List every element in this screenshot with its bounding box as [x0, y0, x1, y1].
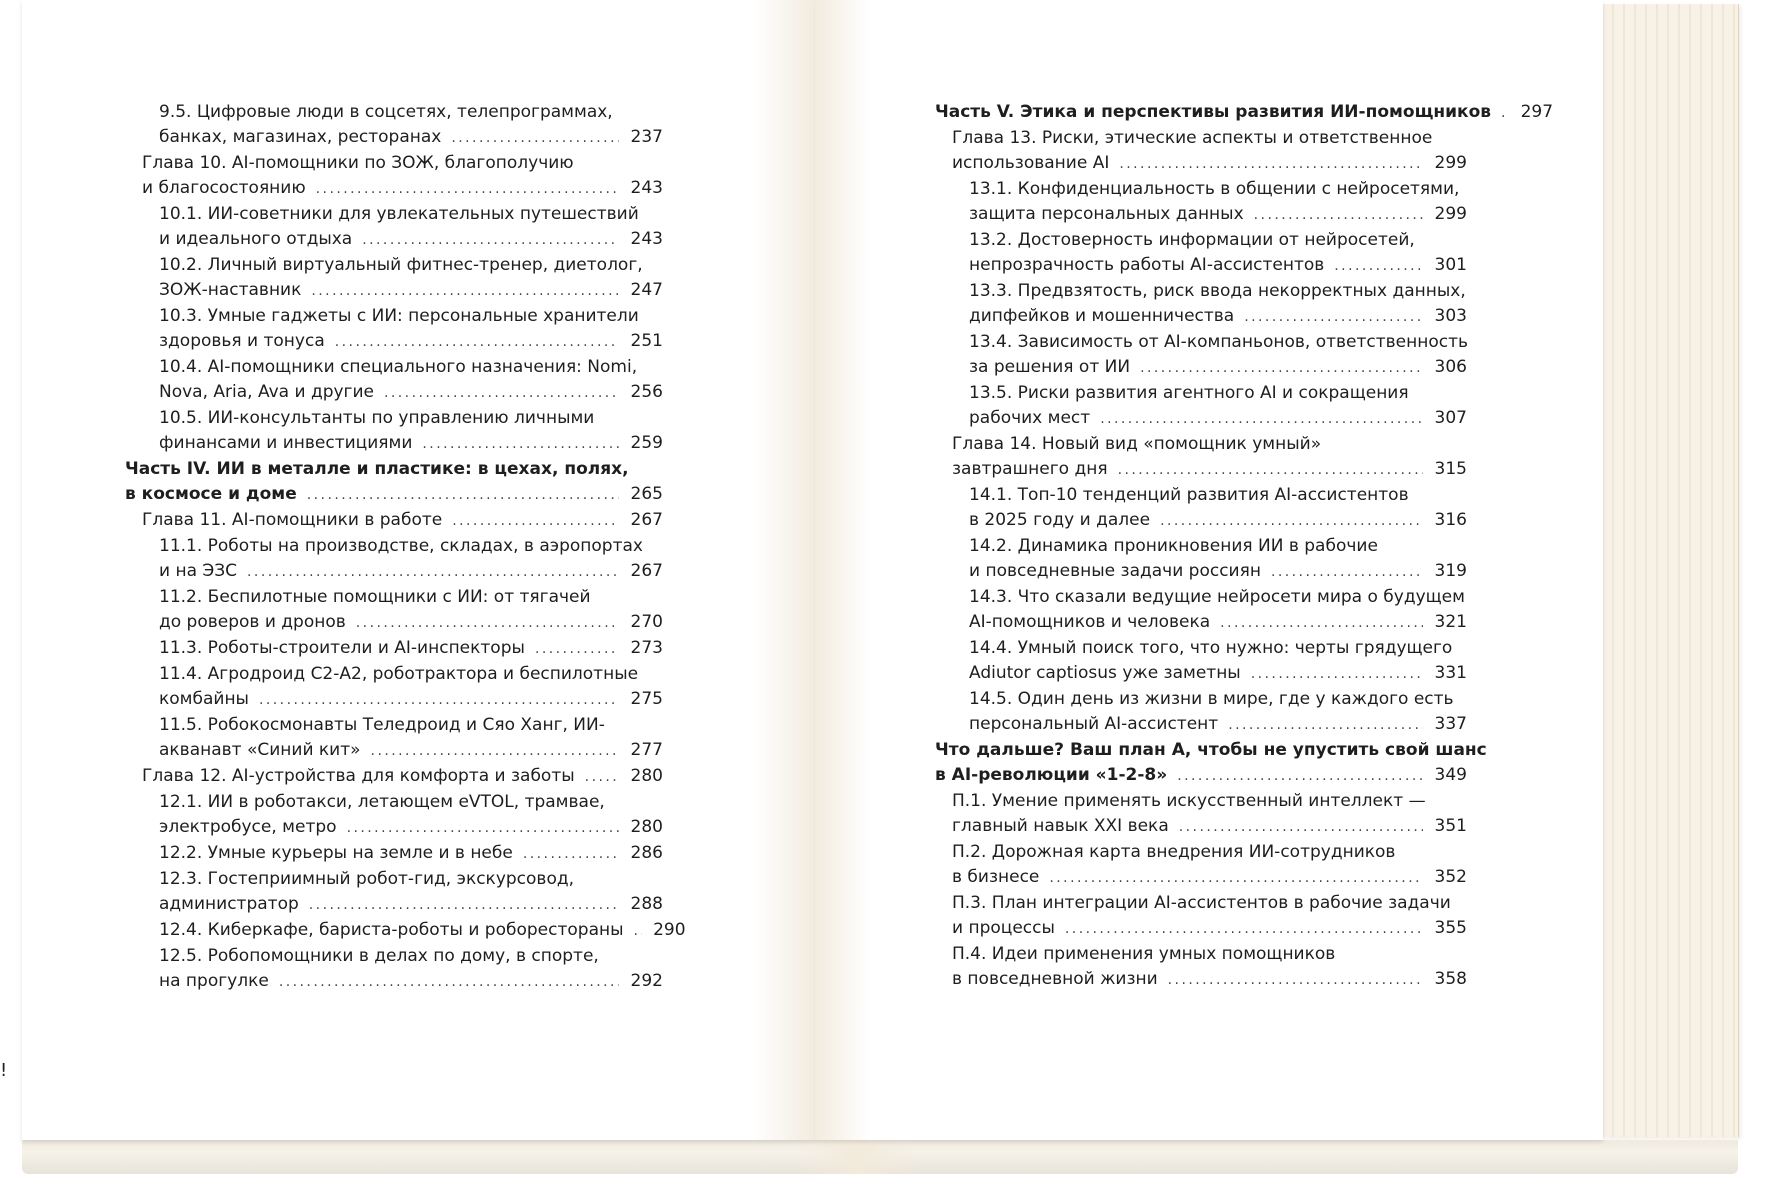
- toc-entry: [935, 840, 1467, 891]
- toc-entry-last-line: [159, 380, 663, 406]
- toc-entry: [935, 534, 1467, 585]
- toc-entry-title-line: 14.4. Умный поиск того, что нужно: черты грядущего: [969, 638, 1453, 658]
- toc-entry-last-line: [159, 278, 663, 304]
- toc-entry: [935, 330, 1467, 381]
- dot-leader: [279, 970, 619, 995]
- toc-entry-last-line: [969, 253, 1467, 279]
- toc-entry-title-line: за решения от ИИ: [969, 357, 1131, 377]
- toc-entry: [125, 662, 663, 713]
- dot-leader: [311, 279, 619, 304]
- toc-entry-title-line: Что дальше? Ваш план А, чтобы не упустить свой шанс: [935, 740, 1487, 760]
- toc-page-number: 299: [1434, 153, 1467, 173]
- dot-leader: [384, 381, 619, 406]
- toc-entry: [125, 764, 663, 790]
- toc-entry-last-line: [969, 559, 1467, 585]
- toc-entry-last-line: [159, 610, 663, 636]
- toc-entry: [935, 126, 1467, 177]
- toc-entry-title-line: 13.2. Достоверность информации от нейросетей,: [969, 230, 1415, 250]
- dot-leader: [1501, 101, 1509, 126]
- toc-page-number: 352: [1434, 867, 1467, 887]
- toc-entry: [125, 100, 663, 151]
- toc-entry-title-line: П.2. Дорожная карта внедрения ИИ-сотрудников: [952, 842, 1396, 862]
- toc-entry: [125, 457, 663, 508]
- stray-mark: !: [0, 1060, 8, 1081]
- toc-entry-title-line: 13.5. Риски развития агентного AI и сокращения: [969, 383, 1409, 403]
- dot-leader: [335, 330, 619, 355]
- toc-page-number: 290: [653, 920, 686, 940]
- toc-entry-last-line: [159, 738, 663, 764]
- dot-leader: [307, 483, 619, 508]
- toc-entry-last-line: [952, 151, 1467, 177]
- dot-leader: [1160, 509, 1423, 534]
- toc-page-number: 277: [630, 740, 663, 760]
- toc-entry-title-line: Глава 14. Новый вид «помощник умный»: [952, 434, 1322, 454]
- toc-entry-title-line: персональный AI-ассистент: [969, 714, 1219, 734]
- toc-entry-last-line: [142, 764, 663, 790]
- toc-page-number: 265: [630, 484, 663, 504]
- toc-page-number: 303: [1434, 306, 1467, 326]
- toc-entry-last-line: [952, 865, 1467, 891]
- toc-entry-title-line: в повседневной жизни: [952, 969, 1158, 989]
- toc-entry-title-line: Часть IV. ИИ в металле и пластике: в цехах, полях,: [125, 459, 629, 479]
- toc-page-number: 267: [630, 510, 663, 530]
- toc-entry-title-line: 14.5. Один день из жизни в мире, где у каждого есть: [969, 689, 1454, 709]
- toc-entry: [125, 790, 663, 841]
- toc-entry-title-line: 10.3. Умные гаджеты с ИИ: персональные хранители: [159, 306, 639, 326]
- toc-entry-title-line: в AI-революции «1-2-8»: [935, 765, 1168, 785]
- toc-page-number: 337: [1434, 714, 1467, 734]
- toc-entry-last-line: [159, 892, 663, 918]
- toc-entry: [935, 891, 1467, 942]
- toc-entry-title-line: AI-помощников и человека: [969, 612, 1211, 632]
- toc-page-number: 321: [1434, 612, 1467, 632]
- toc-entry: [125, 585, 663, 636]
- toc-entry-title-line: 11.2. Беспилотные помощники с ИИ: от тягачей: [159, 587, 591, 607]
- toc-page-number: 297: [1520, 102, 1554, 122]
- toc-entry: [125, 867, 663, 918]
- toc-entry-title-line: 11.4. Агродроид С2-А2, роботрактора и беспилотные: [159, 664, 639, 684]
- toc-entry-last-line: [159, 636, 663, 662]
- toc-page-number: 256: [630, 382, 663, 402]
- toc-entry-title-line: П.3. План интеграции AI-ассистентов в рабочие задачи: [952, 893, 1451, 913]
- toc-page-number: 306: [1434, 357, 1467, 377]
- toc-entry: [935, 228, 1467, 279]
- toc-entry-title-line: администратор: [159, 894, 299, 914]
- toc-entry-last-line: [125, 482, 663, 508]
- toc-entry-title-line: 10.5. ИИ-консультанты по управлению личными: [159, 408, 595, 428]
- toc-page-number: 307: [1434, 408, 1467, 428]
- dot-leader: [1119, 152, 1423, 177]
- toc-page-number: 251: [630, 331, 663, 351]
- toc-entry: [125, 841, 663, 867]
- dot-leader: [371, 739, 619, 764]
- toc-entry: [125, 202, 663, 253]
- dot-leader: [422, 432, 619, 457]
- toc-entry-title-line: и идеального отдыха: [159, 229, 353, 249]
- toc-entry: [935, 177, 1467, 228]
- toc-entry-title-line: Часть V. Этика и перспективы развития ИИ-помощников: [935, 102, 1492, 122]
- toc-entry: [125, 304, 663, 355]
- toc-page-number: 259: [630, 433, 663, 453]
- toc-entry-last-line: [952, 457, 1467, 483]
- toc-entry-title-line: финансами и инвестициями: [159, 433, 413, 453]
- toc-entry-title-line: использование AI: [952, 153, 1110, 173]
- toc-page-number: 292: [630, 971, 663, 991]
- toc-entry-title-line: Nova, Aria, Ava и другие: [159, 382, 374, 402]
- toc-entry-title-line: Глава 12. AI-устройства для комфорта и заботы: [142, 766, 575, 786]
- toc-entry-title-line: 10.1. ИИ-советники для увлекательных путешествий: [159, 204, 639, 224]
- toc-page-number: 280: [630, 766, 663, 786]
- toc-page-number: 267: [630, 561, 663, 581]
- toc-page-number: 275: [630, 689, 663, 709]
- toc-entry-last-line: [159, 559, 663, 585]
- toc-entry: [125, 406, 663, 457]
- dot-leader: [1251, 662, 1423, 687]
- toc-page-number: 316: [1434, 510, 1467, 530]
- dot-leader: [1220, 611, 1423, 636]
- dot-leader: [247, 560, 619, 585]
- toc-entry: [125, 253, 663, 304]
- left-gutter-shadow: [753, 0, 815, 1140]
- toc-page-number: 288: [630, 894, 663, 914]
- toc-entry-last-line: [159, 815, 663, 841]
- toc-entry-last-line: [159, 125, 663, 151]
- right-toc: [935, 100, 1554, 993]
- toc-entry-title-line: главный навык XXI века: [952, 816, 1169, 836]
- toc-entry: [125, 355, 663, 406]
- toc-entry-title-line: Глава 10. AI-помощники по ЗОЖ, благополучию: [142, 153, 574, 173]
- dot-leader: [1118, 458, 1423, 483]
- toc-entry-last-line: [969, 304, 1467, 330]
- toc-entry-last-line: [969, 355, 1467, 381]
- toc-entry-last-line: [952, 814, 1467, 840]
- toc-page-number: 331: [1434, 663, 1467, 683]
- dot-leader: [523, 842, 619, 867]
- toc-page-number: 243: [630, 178, 663, 198]
- dot-leader: [1065, 917, 1423, 942]
- toc-entry-title-line: 12.4. Киберкафе, бариста-роботы и роборестораны: [159, 920, 624, 940]
- toc-entry-title-line: до роверов и дронов: [159, 612, 346, 632]
- dot-leader: [316, 177, 619, 202]
- toc-page-number: 247: [630, 280, 663, 300]
- dot-leader: [1168, 968, 1423, 993]
- toc-entry-title-line: П.4. Идеи применения умных помощников: [952, 944, 1336, 964]
- dot-leader: [1177, 764, 1423, 789]
- toc-entry-title-line: в 2025 году и далее: [969, 510, 1151, 530]
- toc-entry-title-line: комбайны: [159, 689, 249, 709]
- toc-entry-last-line: [159, 687, 663, 713]
- toc-entry-last-line: [969, 508, 1467, 534]
- toc-entry-title-line: 12.2. Умные курьеры на земле и в небе: [159, 843, 513, 863]
- toc-entry: [935, 942, 1467, 993]
- dot-leader: [1049, 866, 1423, 891]
- toc-entry-title-line: 9.5. Цифровые люди в соцсетях, телепрограммах,: [159, 102, 613, 122]
- toc-entry-last-line: [142, 176, 663, 202]
- dot-leader: [356, 611, 619, 636]
- dot-leader: [451, 126, 619, 151]
- toc-entry: [935, 381, 1467, 432]
- dot-leader: [634, 919, 642, 944]
- toc-entry-last-line: [159, 969, 663, 995]
- toc-entry-title-line: непрозрачность работы AI-ассистентов: [969, 255, 1325, 275]
- toc-entry-title-line: защита персональных данных: [969, 204, 1244, 224]
- toc-entry: [935, 585, 1467, 636]
- toc-page-number: 358: [1434, 969, 1467, 989]
- toc-page-number: 349: [1434, 765, 1467, 785]
- toc-page-number: 319: [1434, 561, 1467, 581]
- dot-leader: [1244, 305, 1423, 330]
- toc-page-number: 273: [630, 638, 663, 658]
- toc-page-number: 237: [630, 127, 663, 147]
- dot-leader: [452, 509, 619, 534]
- toc-entry: [125, 508, 663, 534]
- dot-leader: [1140, 356, 1423, 381]
- dot-leader: [347, 816, 619, 841]
- toc-entry-title-line: 12.3. Гостеприимный робот-гид, экскурсовод,: [159, 869, 574, 889]
- toc-entry-last-line: [159, 227, 663, 253]
- toc-entry-title-line: 10.4. AI-помощники специального назначения: Nomi,: [159, 357, 638, 377]
- toc-entry: [935, 789, 1467, 840]
- dot-leader: [1100, 407, 1423, 432]
- toc-page-number: 243: [630, 229, 663, 249]
- toc-entry-last-line: [159, 329, 663, 355]
- toc-page-number: 286: [630, 843, 663, 863]
- dot-leader: [1334, 254, 1423, 279]
- toc-entry-last-line: [969, 202, 1467, 228]
- toc-entry-title-line: электробусе, метро: [159, 817, 337, 837]
- toc-entry: [935, 279, 1467, 330]
- toc-entry-title-line: 14.1. Топ-10 тенденций развития AI-ассистентов: [969, 485, 1409, 505]
- toc-entry: [935, 636, 1467, 687]
- dot-leader: [535, 637, 619, 662]
- toc-entry-title-line: и на ЭЗС: [159, 561, 238, 581]
- toc-entry: [935, 738, 1487, 789]
- book-fore-edge: [1603, 4, 1739, 1137]
- toc-entry-title-line: 13.1. Конфиденциальность в общении с нейросетями,: [969, 179, 1460, 199]
- toc-entry-title-line: 12.5. Робопомощники в делах по дому, в спорте,: [159, 946, 599, 966]
- toc-entry-last-line: [159, 841, 663, 867]
- toc-entry-title-line: 12.1. ИИ в роботакси, летающем eVTOL, трамвае,: [159, 792, 605, 812]
- toc-entry-last-line: [952, 967, 1467, 993]
- toc-entry-title-line: 13.3. Предвзятость, риск ввода некорректных данных,: [969, 281, 1466, 301]
- dot-leader: [309, 893, 619, 918]
- toc-entry-title-line: рабочих мест: [969, 408, 1091, 428]
- toc-entry: [935, 100, 1554, 126]
- toc-entry: [125, 151, 663, 202]
- toc-entry: [125, 713, 663, 764]
- toc-entry-last-line: [969, 610, 1467, 636]
- toc-entry-title-line: дипфейков и мошенничества: [969, 306, 1235, 326]
- dot-leader: [1179, 815, 1423, 840]
- toc-page-number: 355: [1434, 918, 1467, 938]
- dot-leader: [259, 688, 619, 713]
- toc-entry-title-line: 13.4. Зависимость от AI-компаньонов, ответственность: [969, 332, 1469, 352]
- toc-entry-last-line: [969, 661, 1467, 687]
- dot-leader: [362, 228, 619, 253]
- toc-page-number: 301: [1434, 255, 1467, 275]
- toc-entry: [125, 534, 663, 585]
- toc-entry-last-line: [159, 431, 663, 457]
- toc-entry-last-line: [935, 763, 1467, 789]
- toc-entry-title-line: Глава 11. AI-помощники в работе: [142, 510, 443, 530]
- toc-entry: [125, 636, 663, 662]
- toc-page-number: 299: [1434, 204, 1467, 224]
- toc-entry-title-line: акванавт «Синий кит»: [159, 740, 361, 760]
- toc-entry-last-line: [969, 406, 1467, 432]
- toc-entry: [125, 918, 686, 944]
- dot-leader: [1228, 713, 1423, 738]
- toc-entry: [935, 483, 1467, 534]
- toc-entry-title-line: 14.2. Динамика проникновения ИИ в рабочие: [969, 536, 1378, 556]
- toc-entry-title-line: Adiutor captiosus уже заметны: [969, 663, 1241, 683]
- toc-entry-title-line: 14.3. Что сказали ведущие нейросети мира о будущем: [969, 587, 1465, 607]
- toc-entry-last-line: [159, 918, 686, 944]
- toc-page-number: 270: [630, 612, 663, 632]
- toc-entry-title-line: здоровья и тонуса: [159, 331, 325, 351]
- toc-page-number: 315: [1434, 459, 1467, 479]
- right-gutter-shadow: [815, 0, 870, 1140]
- toc-page-number: 351: [1434, 816, 1467, 836]
- toc-entry-last-line: [142, 508, 663, 534]
- toc-entry: [935, 687, 1467, 738]
- toc-entry-title-line: и процессы: [952, 918, 1055, 938]
- toc-entry: [935, 432, 1467, 483]
- spine-shadow-bottom: [798, 1140, 918, 1174]
- toc-entry-title-line: и повседневные задачи россиян: [969, 561, 1261, 581]
- toc-entry-title-line: на прогулке: [159, 971, 269, 991]
- toc-entry-title-line: завтрашнего дня: [952, 459, 1108, 479]
- toc-entry: [125, 944, 663, 995]
- toc-entry-title-line: 11.3. Роботы-строители и AI-инспекторы: [159, 638, 525, 658]
- toc-entry-last-line: [969, 712, 1467, 738]
- toc-entry-title-line: 11.1. Роботы на производстве, складах, в аэропортах: [159, 536, 643, 556]
- dot-leader: [1254, 203, 1423, 228]
- dot-leader: [1271, 560, 1423, 585]
- toc-entry-title-line: ЗОЖ-наставник: [159, 280, 302, 300]
- book-bottom-edge: [22, 1140, 1738, 1174]
- dot-leader: [585, 765, 619, 790]
- toc-entry-title-line: банках, магазинах, ресторанах: [159, 127, 442, 147]
- toc-entry-title-line: 11.5. Робокосмонавты Теледроид и Сяо Ханг, ИИ-: [159, 715, 605, 735]
- toc-entry-title-line: в космосе и доме: [125, 484, 297, 504]
- toc-entry-last-line: [935, 100, 1554, 126]
- toc-entry-title-line: в бизнесе: [952, 867, 1040, 887]
- toc-entry-last-line: [952, 916, 1467, 942]
- toc-entry-title-line: Глава 13. Риски, этические аспекты и ответственное: [952, 128, 1433, 148]
- toc-entry-title-line: 10.2. Личный виртуальный фитнес-тренер, диетолог,: [159, 255, 643, 275]
- toc-entry-title-line: и благосостоянию: [142, 178, 306, 198]
- toc-entry-title-line: П.1. Умение применять искусственный интеллект —: [952, 791, 1426, 811]
- left-toc: [125, 100, 686, 995]
- toc-page-number: 280: [630, 817, 663, 837]
